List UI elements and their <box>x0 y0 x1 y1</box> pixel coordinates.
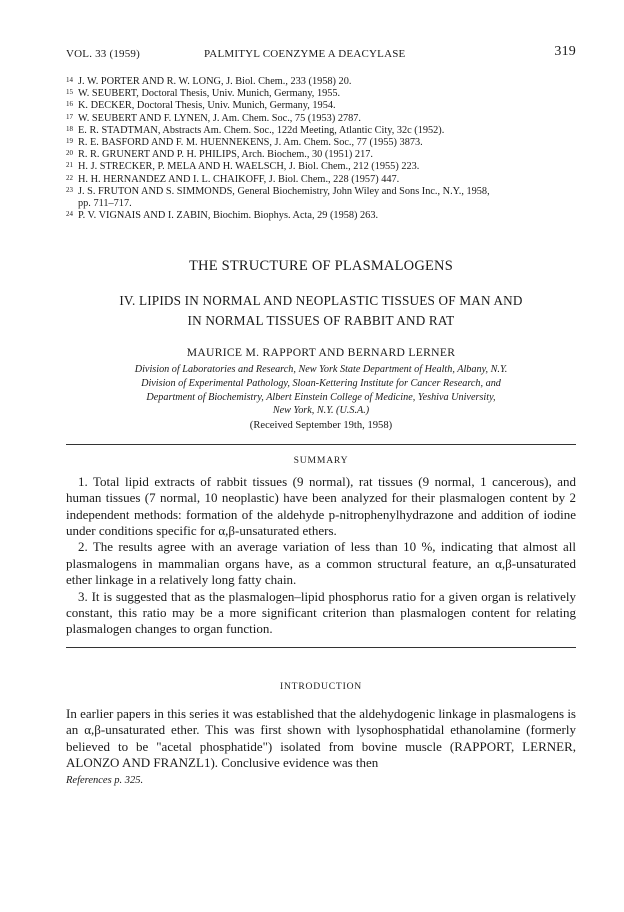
reference-item: 23 J. S. FRUTON AND S. SIMMONDS, General Biochemistry, John Wiley and Sons Inc., N.Y., 1958, pp. 711–717. <box>66 186 576 210</box>
article-subtitle <box>66 291 576 331</box>
reference-item: 17 W. SEUBERT AND F. LYNEN, J. Am. Chem. Soc., 75 (1953) 2787. <box>66 112 361 124</box>
affiliation-line: New York, N.Y. (U.S.A.) <box>272 405 370 417</box>
summary-paragraph: 3. It is suggested that as the plasmalogen–lipid phosphorus ratio for a given organ is relatively constant, this ratio may be a more significant criterion than plasmalogen content for relating plasmalogen changes to organ function. <box>66 588 576 637</box>
affiliation-line: Division of Experimental Pathology, Sloan-Kettering Institute for Cancer Research, and <box>141 378 501 390</box>
reference-item: 19 R. E. BASFORD AND F. M. HUENNEKENS, J. Am. Chem. Soc., 77 (1955) 3873. <box>66 137 423 149</box>
received-date: (Received September 19th, 1958) <box>249 419 393 431</box>
reference-item: 22 H. H. HERNANDEZ AND I. L. CHAIKOFF, J. Biol. Chem., 228 (1957) 447. <box>66 173 400 185</box>
page <box>66 42 576 786</box>
subtitle-line: IV. LIPIDS IN NORMAL AND NEOPLASTIC TISSUES OF MAN AND <box>119 293 523 309</box>
summary-heading: SUMMARY <box>293 454 349 466</box>
volume-label: VOL. 33 (1959) <box>66 48 140 60</box>
reference-list <box>66 76 576 222</box>
reference-item: 15 W. SEUBERT, Doctoral Thesis, Univ. Munich, Germany, 1955. <box>66 88 341 100</box>
introduction-heading: INTRODUCTION <box>279 680 363 692</box>
reference-item: 14 J. W. PORTER AND R. W. LONG, J. Biol. Chem., 233 (1958) 20. <box>66 76 352 87</box>
authors: MAURICE M. RAPPORT AND BERNARD LERNER <box>186 346 456 360</box>
reference-item: 21 H. J. STRECKER, P. MELA AND H. WAELSCH, J. Biol. Chem., 212 (1955) 223. <box>66 161 420 173</box>
divider <box>66 444 576 445</box>
references-note: References p. 325. <box>66 774 144 786</box>
affiliation-line: Division of Laboratories and Research, New York State Department of Health, Albany, N.Y. <box>134 364 508 376</box>
reference-item: 16 K. DECKER, Doctoral Thesis, Univ. Munich, Germany, 1954. <box>66 100 336 112</box>
affiliation-line: Department of Biochemistry, Albert Einstein College of Medicine, Yeshiva University, <box>146 391 496 403</box>
subtitle-line: IN NORMAL TISSUES OF RABBIT AND RAT <box>187 313 455 329</box>
summary-paragraph: 1. Total lipid extracts of rabbit tissues (9 normal), rat tissues (9 normal, 1 cancerous), and human tissues (7 normal, 10 neoplastic) have been analyzed for their plasmalogen content by 2 independent methods: formation of the aldehyde p-nitrophenylhydrazone and addition of iodine under conditions specific for α,β-unsaturated ethers. <box>66 473 576 539</box>
reference-item: 20 R. R. GRUNERT AND P. H. PHILIPS, Arch. Biochem., 30 (1951) 217. <box>66 149 373 161</box>
reference-continuation: pp. 711–717. <box>78 198 132 210</box>
divider <box>66 647 576 648</box>
summary-paragraph: 2. The results agree with an average variation of less than 10 %, indicating that almost all plasmalogens in mammalian organs have, as a common structural feature, an α,β-unsaturated ether linkage in a relatively long fatty chain. <box>66 539 576 588</box>
page-number: 319 <box>554 44 576 59</box>
article-title: THE STRUCTURE OF PLASMALOGENS <box>188 258 453 275</box>
running-title: PALMITYL COENZYME A DEACYLASE <box>204 48 406 60</box>
running-header <box>66 42 576 64</box>
affiliations <box>66 363 576 417</box>
reference-item: 18 E. R. STADTMAN, Abstracts Am. Chem. Soc., 122d Meeting, Atlantic City, 32c (1952). <box>66 124 445 136</box>
introduction-paragraph: In earlier papers in this series it was established that the aldehydogenic linkage in plasmalogens is an α,β-unsaturated ether. This was first shown with lysophosphatidal ethanolamine (formerly believed to be "acetal phosphatide") isolated from bovine muscle (RAPPORT, LERNER, ALONZO AND FRANZL1). Conclusive evidence was then <box>66 705 576 771</box>
reference-item: 24 P. V. VIGNAIS AND I. ZABIN, Biochim. Biophys. Acta, 29 (1958) 263. <box>66 210 379 222</box>
